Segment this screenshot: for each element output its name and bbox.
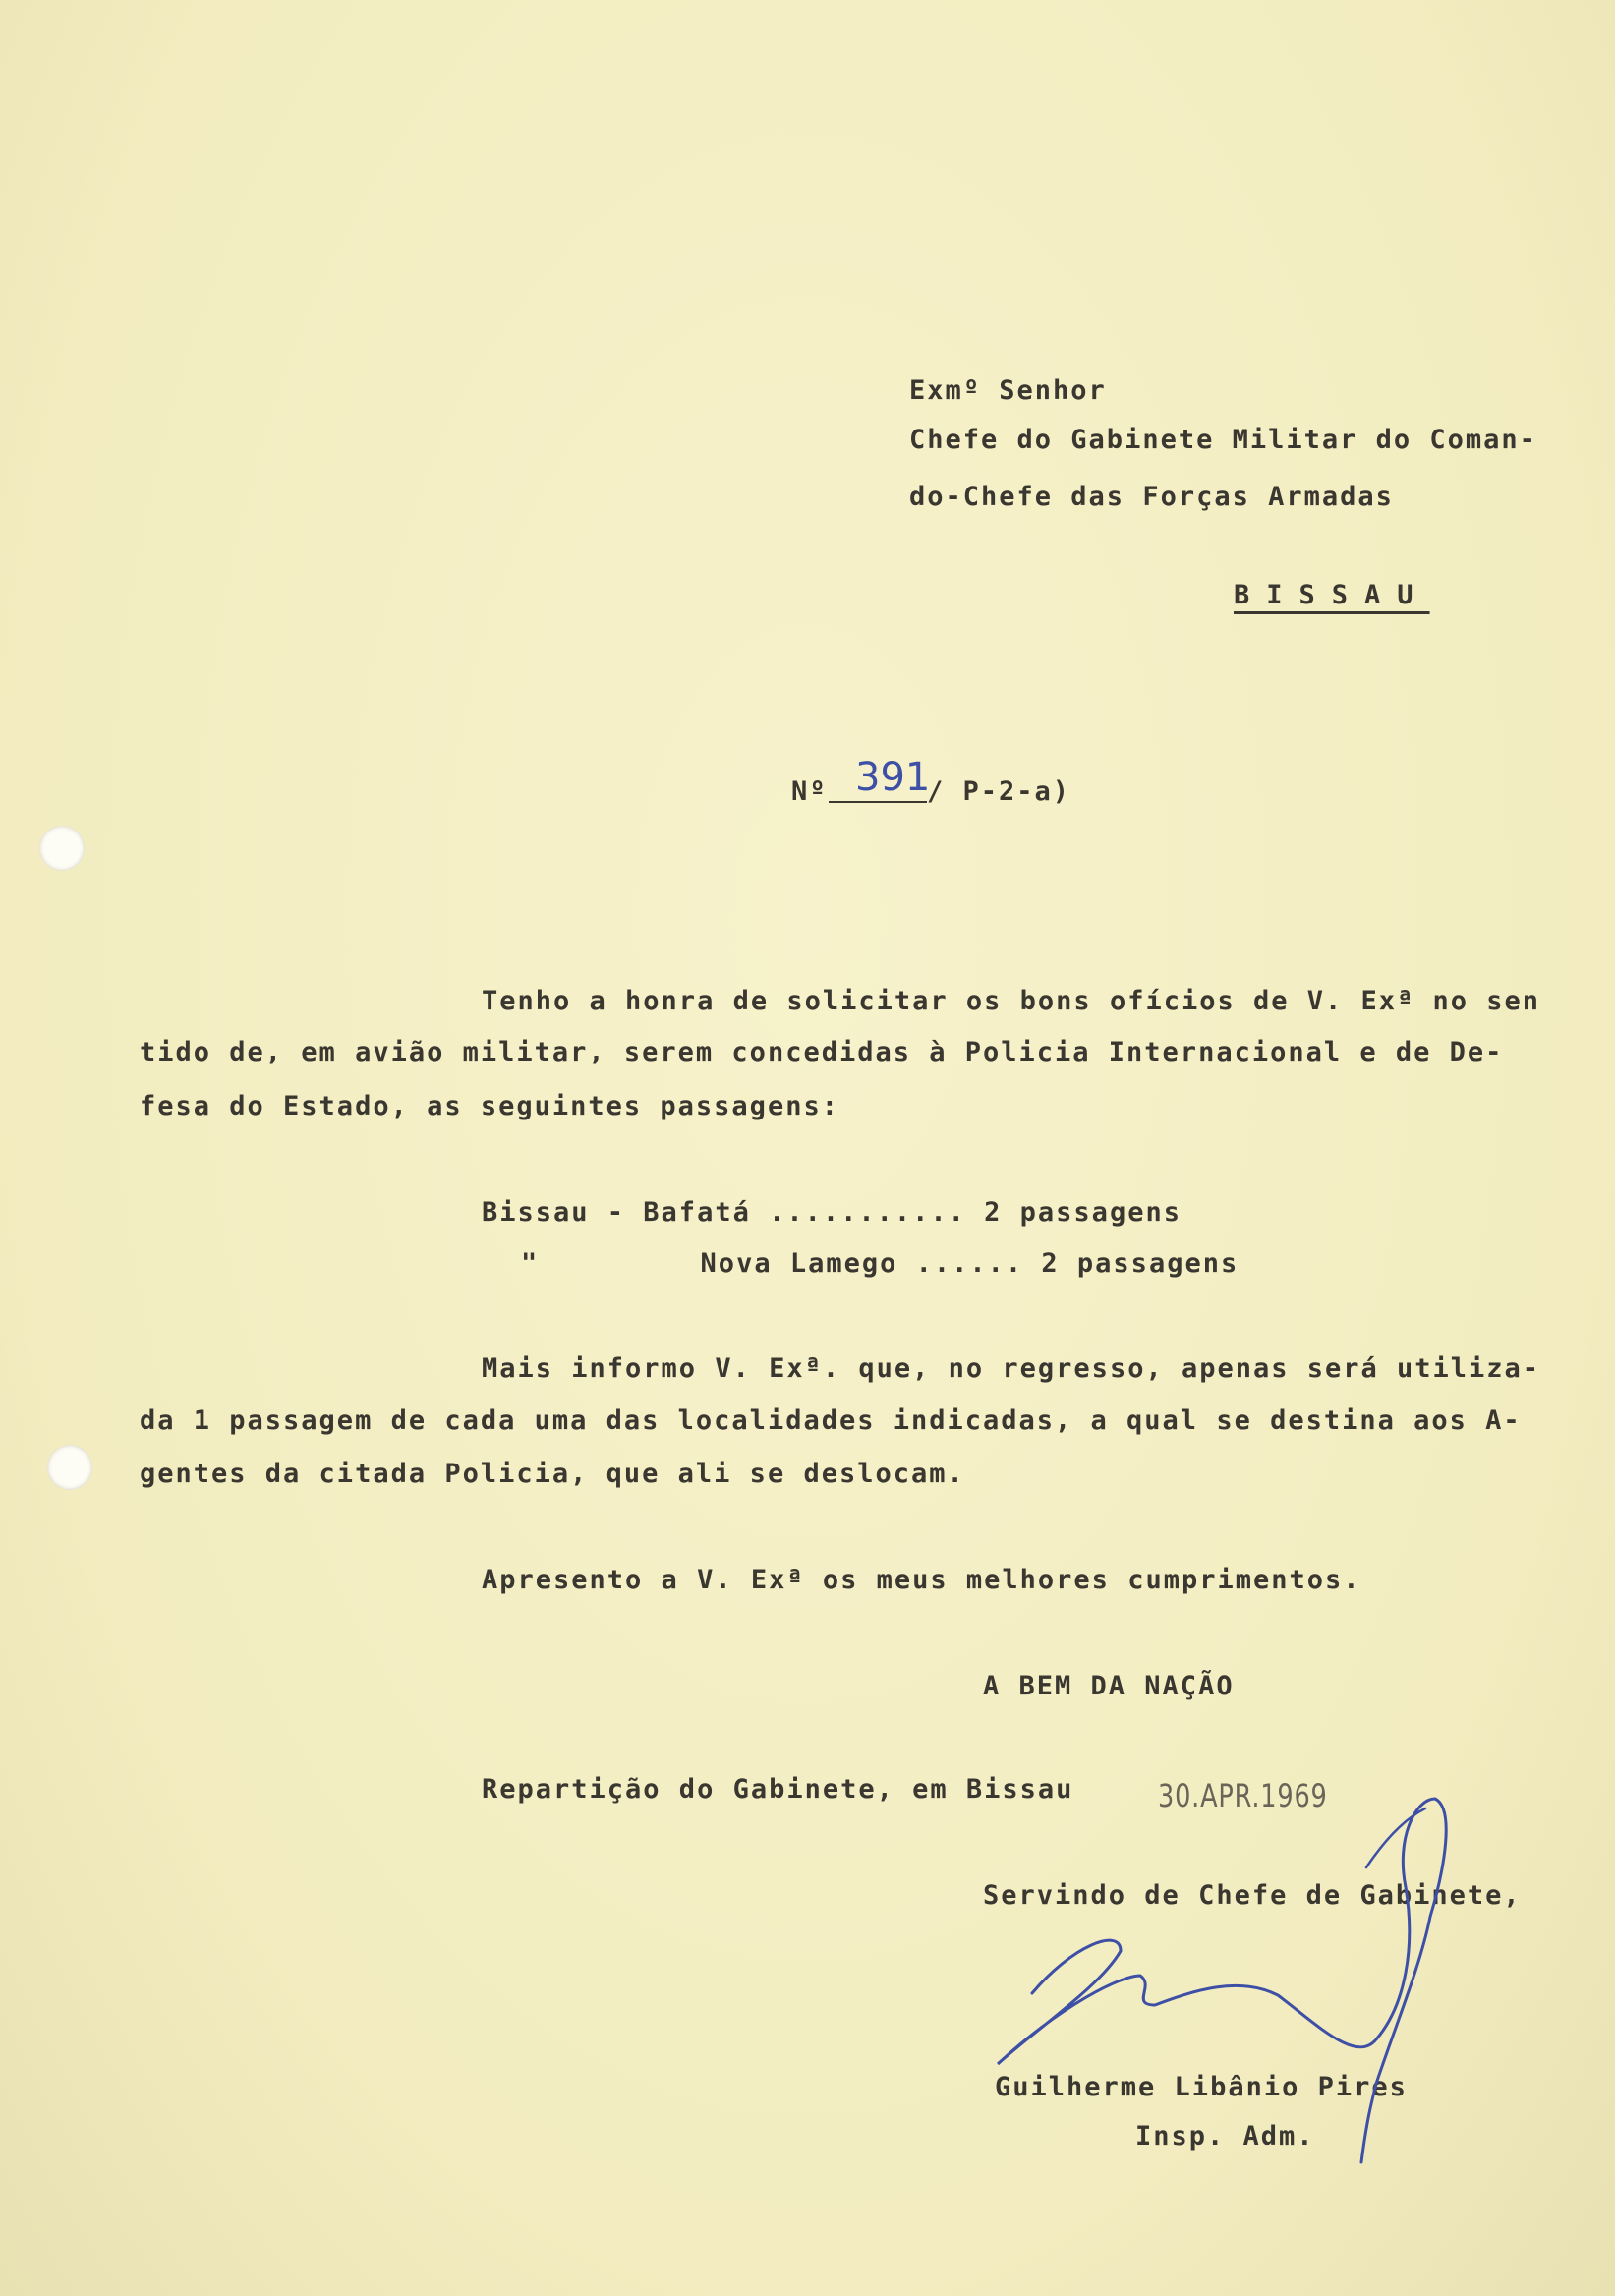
closing-line: Apresento a V. Exª os meus melhores cumprimentos.: [482, 1565, 1361, 1595]
addressee-city: BISSAU: [1234, 580, 1430, 610]
motto: A BEM DA NAÇÃO: [983, 1671, 1235, 1701]
signatory-role: Servindo de Chefe de Gabinete,: [983, 1880, 1522, 1911]
date-stamp: 30.APR.1969: [1158, 1777, 1328, 1814]
body-p2-line-1: Mais informo V. Exª. que, no regresso, apenas será utiliza-: [482, 1353, 1541, 1384]
route-bafata: Bissau - Bafatá ........... 2 passagens: [482, 1197, 1182, 1228]
body-p1-line-1: Tenho a honra de solicitar os bons ofícios de V. Exª no sen: [482, 986, 1541, 1016]
route-nova-lamego: " Nova Lamego ...... 2 passagens: [521, 1248, 1240, 1279]
body-p1-line-3: fesa do Estado, as seguintes passagens:: [140, 1091, 839, 1121]
reference-prefix: Nº: [791, 776, 828, 807]
body-p1-line-2: tido de, em avião militar, serem concedidas à Policia Internacional e de De-: [140, 1037, 1504, 1067]
body-p2-line-2: da 1 passagem de cada uma das localidades indicadas, a qual se destina aos A-: [140, 1406, 1522, 1436]
addressee-salutation: Exmº Senhor: [909, 375, 1107, 406]
place-line: Repartição do Gabinete, em Bissau: [482, 1774, 1074, 1805]
signatory-name: Guilherme Libânio Pires: [995, 2072, 1408, 2102]
reference-number-handwritten: 391: [855, 755, 931, 800]
reference-suffix: / P-2-a): [927, 776, 1071, 807]
signatory-title: Insp. Adm.: [1135, 2121, 1315, 2152]
body-p2-line-3: gentes da citada Policia, que ali se deslocam.: [140, 1459, 965, 1489]
addressee-line-3: do-Chefe das Forças Armadas: [909, 482, 1394, 512]
addressee-line-2: Chefe do Gabinete Militar do Coman-: [909, 425, 1537, 455]
